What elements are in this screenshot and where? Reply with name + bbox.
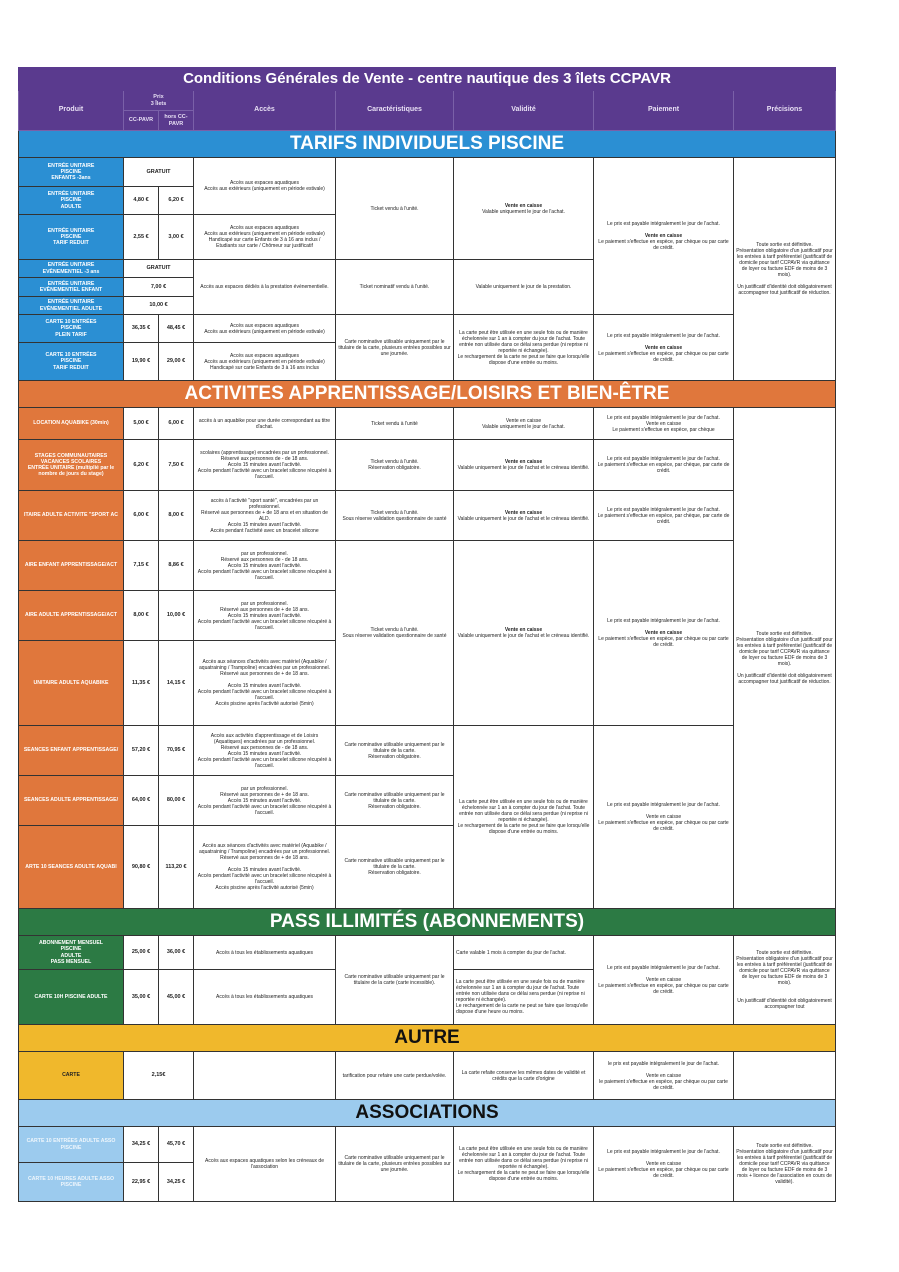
price-hors-cc-pavr: 80,00 €	[159, 776, 194, 826]
payment-text: Le prix est payable intégralement le jour de l'achat. Le paiement s'effectue en espèce, par chèque, par carte de crédit.	[594, 440, 734, 491]
validity-text: Vente en caisse Valable uniquement le jour de l'achat et le créneau identifié.	[454, 541, 594, 726]
product-name: CARTE 10 ENTRÉES PISCINE TARIF REDUIT	[19, 343, 124, 381]
characteristics-text: Ticket vendu à l'unité. Sous réserve validation questionnaire de santé	[336, 491, 454, 541]
characteristics-text: Ticket vendu à l'unité. Réservation obligatoire.	[336, 440, 454, 491]
header-acces: Accès	[194, 91, 336, 131]
header-caracteristiques: Caractéristiques	[336, 91, 454, 131]
price-cc-pavr: 11,35 €	[124, 641, 159, 726]
price: 10,00 €	[124, 297, 194, 315]
characteristics-text: Ticket vendu à l'unité. Sous réserve validation questionnaire de santé	[336, 541, 454, 726]
section-title-piscine: TARIFS INDIVIDUELS PISCINE	[19, 131, 836, 158]
price-hors-cc-pavr: 7,50 €	[159, 440, 194, 491]
product-name: ITAIRE ADULTE ACTIVITE "SPORT AC	[19, 491, 124, 541]
access-text: par un professionnel. Réservé aux personnes de + de 18 ans. Accès 15 minutes avant l'activité. Accès pendant l'activité avec un bracelet silicone récupéré à l'accueil.	[194, 591, 336, 641]
product-name: CARTE 10 HEURES ADULTE ASSO PISCINE	[19, 1163, 124, 1202]
price-cc-pavr: 90,80 €	[124, 826, 159, 909]
payment-text: Le prix est payable intégralement le jour de l'achat. Vente en caisse Le paiement s'effectue en espèce, par chèque ou par carte de crédit.	[594, 726, 734, 909]
characteristics-text: Carte nominative utilisable uniquement par le titulaire de la carte. Réservation obligatoire.	[336, 776, 454, 826]
header-precisions: Précisions	[734, 91, 836, 131]
price-hors-cc-pavr: 48,45 €	[159, 315, 194, 343]
price-cc-pavr: 2,55 €	[124, 215, 159, 260]
header-validite: Validité	[454, 91, 594, 131]
price-hors-cc-pavr: 34,25 €	[159, 1163, 194, 1202]
validity-text: Vente en caisse Valable uniquement le jour de l'achat et le créneau identifié.	[454, 440, 594, 491]
access-text: Accès aux séances d'activités avec matériel (Aquabike / aquatraining / Trampoline) encadrées par un professionnel. Réservé aux personnes de + de 18 ans. Accès 15 minutes avant l'activité. Accès pendant l'activité avec un bracelet silicone récupéré à l'accueil. Accès piscine après l'activité autorisé (5min)	[194, 641, 336, 726]
section-title-activites: ACTIVITES APPRENTISSAGE/LOISIRS ET BIEN-ÊTRE	[19, 381, 836, 408]
product-name: LOCATION AQUABIKE (30min)	[19, 408, 124, 440]
access-text: accès à l'activité "sport santé", encadrées par un professionnel. Réservé aux personnes de + de 18 ans et en situation de ALD. Accès 15 minutes avant l'activité. Accès pendant l'activité avec un bracelet silicone	[194, 491, 336, 541]
price-hors-cc-pavr: 10,00 €	[159, 591, 194, 641]
price-cc-pavr: 34,25 €	[124, 1127, 159, 1163]
price-cc-pavr: 19,90 €	[124, 343, 159, 381]
header-produit: Produit	[19, 91, 124, 131]
price-hors-cc-pavr: 8,00 €	[159, 491, 194, 541]
price-hors-cc-pavr: 45,00 €	[159, 970, 194, 1025]
document-title: Conditions Générales de Vente - centre nautique des 3 îlets CCPAVR	[19, 68, 836, 91]
access-text: Accès aux espaces aquatiques Accès aux extérieurs (uniquement en période estivale) Handicapé sur carte Enfants de 3 à 16 ans inclus	[194, 343, 336, 381]
header-cc-pavr: CC-PAVR	[124, 111, 159, 131]
product-name: UNITAIRE ADULTE AQUABIKE	[19, 641, 124, 726]
price: GRATUIT	[124, 260, 194, 278]
precisions-text: Toute sortie est définitive. Présentation obligatoire d'un justificatif pour les entrées à tarif préférentiel (justificatif de domicile pour tarif CCPAVR via quittance de loyer ou facture EDF de moins de 3 mois). Un justificatif d'identité doit obligatoirement accompagner tout justificatif de réduction.	[734, 408, 836, 909]
price-hors-cc-pavr: 8,86 €	[159, 541, 194, 591]
price-hors-cc-pavr: 45,70 €	[159, 1127, 194, 1163]
validity-text: La carte peut être utilisée en une seule fois ou de manière échelonnée sur 1 an à compter du jour de l'achat. Toute entrée non utilisée dans ce délai sera perdue (ni reprise ni reportée ni échangée). Le rechargement de la carte ne peut se faire que lorsqu'elle dispose d'une entrée ou moins.	[454, 726, 594, 909]
product-name: CARTE	[19, 1052, 124, 1100]
product-name: ENTRÉE UNITAIRE EVÈNEMENTIEL ENFANT	[19, 278, 124, 297]
access-text: par un professionnel. Réservé aux personnes de - de 18 ans. Accès 15 minutes avant l'activité. Accès pendant l'activité avec un bracelet silicone récupéré à l'accueil.	[194, 541, 336, 591]
validity-text: La carte peut être utilisée en une seule fois ou de manière échelonnée sur 1 an à compter du jour de l'achat. Toute entrée non utilisée dans ce délai sera perdue (ni reprise ni reportée ni échangée). Le rechargement de la carte ne peut se faire que lorsqu'elle dispose d'une heure ou moins.	[454, 970, 594, 1025]
header-prix: Prix 3 Îlets	[124, 91, 194, 111]
payment-text: Le prix est payable intégralement le jour de l'achat. Vente en caisse Le paiement s'effectue en espèce, par chèque ou par carte de crédit.	[594, 936, 734, 1025]
characteristics-text: Ticket nominatif vendu à l'unité.	[336, 260, 454, 315]
price-cc-pavr: 64,00 €	[124, 776, 159, 826]
product-name: CARTE 10H PISCINE ADULTE	[19, 970, 124, 1025]
product-name: ARTE 10 SEANCES ADULTE AQUABI	[19, 826, 124, 909]
price-cc-pavr: 35,00 €	[124, 970, 159, 1025]
access-text: Accès aux espaces aquatiques Accès aux extérieurs (uniquement en période estivale)	[194, 158, 336, 215]
validity-text: La carte peut être utilisée en une seule fois ou de manière échelonnée sur 1 an à compter du jour de l'achat. Toute entrée non utilisée dans ce délai sera perdue (ni reprise ni reportée ni échangée). Le rechargement de la carte ne peut se faire que lorsqu'elle dispose d'une entrée ou moins.	[454, 1127, 594, 1202]
product-name: ENTRÉE UNITAIRE EVÈNEMENTIEL -3 ans	[19, 260, 124, 278]
validity-text: Vente en caisse Valable uniquement le jour de l'achat et le créneau identifié.	[454, 491, 594, 541]
validity-text: La carte peut être utilisée en une seule fois ou de manière échelonnée sur 1 an à compter du jour de l'achat. Toute entrée non utilisée dans ce délai sera perdue (ni reprise ni reportée ni échangée). Le rechargement de la carte ne peut se faire que lorsqu'elle dispose d'une entrée ou moins.	[454, 315, 594, 381]
validity-text: Vente en caisse Valable uniquement le jour de l'achat.	[454, 158, 594, 260]
characteristics-text: Carte nominative utilisable uniquement par le titulaire de la carte. Réservation obligatoire.	[336, 726, 454, 776]
product-name: CARTE 10 ENTRÉES PISCINE PLEIN TARIF	[19, 315, 124, 343]
validity-text: La carte refaite conserve les mêmes dates de validité et crédits que la carte d'origine	[454, 1052, 594, 1100]
section-title-associations: ASSOCIATIONS	[19, 1100, 836, 1127]
access-text: par un professionnel. Réservé aux personnes de + de 18 ans. Accès 15 minutes avant l'activité. Accès pendant l'activité avec un bracelet silicone récupéré à l'accueil.	[194, 776, 336, 826]
payment-text: Le prix est payable intégralement le jour de l'achat. Le paiement s'effectue en espèce, par chèque, par carte de crédit.	[594, 491, 734, 541]
price-cc-pavr: 22,95 €	[124, 1163, 159, 1202]
characteristics-text: Carte nominative utilisable uniquement par le titulaire de la carte, plusieurs entrées possibles sur une journée.	[336, 315, 454, 381]
price-cc-pavr: 7,15 €	[124, 541, 159, 591]
characteristics-text: Carte nominative utilisable uniquement par le titulaire de la carte, plusieurs entrées possibles sur une journée.	[336, 1127, 454, 1202]
payment-text: Le prix est payable intégralement le jour de l'achat. Vente en caisse Le paiement s'effectue en espèce, par chèque ou par carte de crédit.	[594, 158, 734, 315]
validity-text: Valable uniquement le jour de la prestation.	[454, 260, 594, 315]
access-text: scolaires (apprentissage) encadrées par un professionnel. Réservé aux personnes de - de 18 ans. Accès 15 minutes avant l'activité. Accès pendant l'activité avec un bracelet silicone récupéré à l'accueil.	[194, 440, 336, 491]
access-text	[194, 1052, 336, 1100]
payment-text: Le prix est payable intégralement le jour de l'achat. Vente en caisse Le paiement s'effectue en espèce, par chèque ou par carte de crédit.	[594, 315, 734, 381]
access-text: accès à un aquabike pour une durée correspondant au titre d'achat.	[194, 408, 336, 440]
cgv-table	[18, 67, 836, 1202]
price-hors-cc-pavr: 3,00 €	[159, 215, 194, 260]
access-text: Accès aux séances d'activités avec matériel (Aquabike / aquatraining / Trampoline) encadrées par un professionnel. Réservé aux personnes de + de 18 ans. Accès 15 minutes avant l'activité. Accès pendant l'activité avec un bracelet silicone récupéré à l'accueil. Accès piscine après l'activité autorisé (5min)	[194, 826, 336, 909]
price-hors-cc-pavr: 70,95 €	[159, 726, 194, 776]
validity-text: Vente en caisse Valable uniquement le jour de l'achat.	[454, 408, 594, 440]
price-hors-cc-pavr: 6,20 €	[159, 187, 194, 215]
product-name: ENTRÉE UNITAIRE PISCINE TARIF REDUIT	[19, 215, 124, 260]
access-text: Accès aux espaces aquatiques Accès aux extérieurs (uniquement en période estivale) Handicapé sur carte Enfants de 3 à 16 ans inclus / Etudiants sur carte / Chômeur sur justificatif	[194, 215, 336, 260]
characteristics-text: tarification pour refaire une carte perdue/volée.	[336, 1052, 454, 1100]
price-cc-pavr: 4,80 €	[124, 187, 159, 215]
precisions-text	[734, 1052, 836, 1100]
price: 2,15€	[124, 1052, 194, 1100]
precisions-text: Toute sortie est définitive. Présentation obligatoire d'un justificatif pour les entrées à tarif préférentiel (justificatif de domicile pour tarif CCPAVR via quittance de loyer ou facture EDF de moins de 3 mois). Un justificatif d'identité doit obligatoirement accompagner tout	[734, 936, 836, 1025]
price-hors-cc-pavr: 29,00 €	[159, 343, 194, 381]
payment-text: Le prix est payable intégralement le jour de l'achat. Vente en caisse Le paiement s'effectue en espèce, par chèque ou par carte de crédit.	[594, 541, 734, 726]
product-name: STAGES COMMUNAUTAIRES VACANCES SCOLAIRES ENTRÉE UNITAIRE (multiplié par le nombre de jours du stage)	[19, 440, 124, 491]
product-name: AIRE ADULTE APPRENTISSAGE/ACT	[19, 591, 124, 641]
price-cc-pavr: 25,00 €	[124, 936, 159, 970]
price-hors-cc-pavr: 6,00 €	[159, 408, 194, 440]
header-hors-cc-pavr: hors CC-PAVR	[159, 111, 194, 131]
section-title-autre: AUTRE	[19, 1025, 836, 1052]
product-name: ABONNEMENT MENSUEL PISCINE ADULTE PASS MENSUEL	[19, 936, 124, 970]
payment-text: Le prix est payable intégralement le jour de l'achat. Vente en caisse Le paiement s'effectue en espèce, par chèque ou par carte de crédit.	[594, 1127, 734, 1202]
access-text: Accès aux espaces dédiés à la prestation évènementielle.	[194, 260, 336, 315]
price-cc-pavr: 8,00 €	[124, 591, 159, 641]
section-title-pass: PASS ILLIMITÉS (ABONNEMENTS)	[19, 909, 836, 936]
product-name: CARTE 10 ENTRÉES ADULTE ASSO PISCINE	[19, 1127, 124, 1163]
access-text: Accès aux activités d'apprentissage et de Loisirs (Aquatiques) encadrées par un professionnel. Réservé aux personnes de - de 18 ans. Accès 15 minutes avant l'activité. Accès pendant l'activité avec un bracelet silicone récupéré à l'accueil.	[194, 726, 336, 776]
characteristics-text: Carte nominative utilisable uniquement par le titulaire de la carte (carte incessible).	[336, 936, 454, 1025]
characteristics-text: Carte nominative utilisable uniquement par le titulaire de la carte. Réservation obligatoire.	[336, 826, 454, 909]
product-name: ENTRÉE UNITAIRE PISCINE ENFANTS -3ans	[19, 158, 124, 187]
precisions-text: Toute sortie est définitive. Présentation obligatoire d'un justificatif pour les entrées à tarif préférentiel (justificatif de domicile pour tarif CCPAVR via quittance de loyer ou facture EDF de moins de 3 mois + licence de l'association en cours de validité).	[734, 1127, 836, 1202]
precisions-text: Toute sortie est définitive. Présentation obligatoire d'un justificatif pour les entrées à tarif préférentiel (justificatif de domicile pour tarif CCPAVR via quittance de loyer ou facture EDF de moins de 3 mois). Un justificatif d'identité doit obligatoirement accompagner tout justificatif de réduction.	[734, 158, 836, 381]
characteristics-text: Ticket vendu à l'unité.	[336, 158, 454, 260]
payment-text: le prix est payable intégralement le jour de l'achat. Vente en caisse le paiement s'effectue en espèce, par chèque ou par carte de crédit.	[594, 1052, 734, 1100]
product-name: SEANCES ADULTE APPRENTISSAGE/	[19, 776, 124, 826]
price-cc-pavr: 6,20 €	[124, 440, 159, 491]
price-hors-cc-pavr: 14,15 €	[159, 641, 194, 726]
access-text: Accès à tous les établissements aquatiques	[194, 970, 336, 1025]
price-cc-pavr: 36,35 €	[124, 315, 159, 343]
access-text: Accès aux espaces aquatiques Accès aux extérieurs (uniquement en période estivale)	[194, 315, 336, 343]
price-cc-pavr: 5,00 €	[124, 408, 159, 440]
price-hors-cc-pavr: 113,20 €	[159, 826, 194, 909]
price-cc-pavr: 57,20 €	[124, 726, 159, 776]
access-text: Accès aux espaces aquatiques selon les créneaux de l'association	[194, 1127, 336, 1202]
price: GRATUIT	[124, 158, 194, 187]
validity-text: Carte valable 1 mois à compter du jour de l'achat.	[454, 936, 594, 970]
product-name: SEANCES ENFANT APPRENTISSAGE/	[19, 726, 124, 776]
product-name: AIRE ENFANT APPRENTISSAGE/ACT	[19, 541, 124, 591]
product-name: ENTRÉE UNITAIRE PISCINE ADULTE	[19, 187, 124, 215]
characteristics-text: Ticket vendu à l'unité	[336, 408, 454, 440]
price: 7,00 €	[124, 278, 194, 297]
header-paiement: Paiement	[594, 91, 734, 131]
price-hors-cc-pavr: 36,00 €	[159, 936, 194, 970]
price-cc-pavr: 6,00 €	[124, 491, 159, 541]
access-text: Accès à tous les établissements aquatiques	[194, 936, 336, 970]
payment-text: Le prix est payable intégralement le jour de l'achat. Vente en caisse Le paiement s'effectue en espèce, par chèque	[594, 408, 734, 440]
product-name: ENTRÉE UNITAIRE EVÈNEMENTIEL ADULTE	[19, 297, 124, 315]
